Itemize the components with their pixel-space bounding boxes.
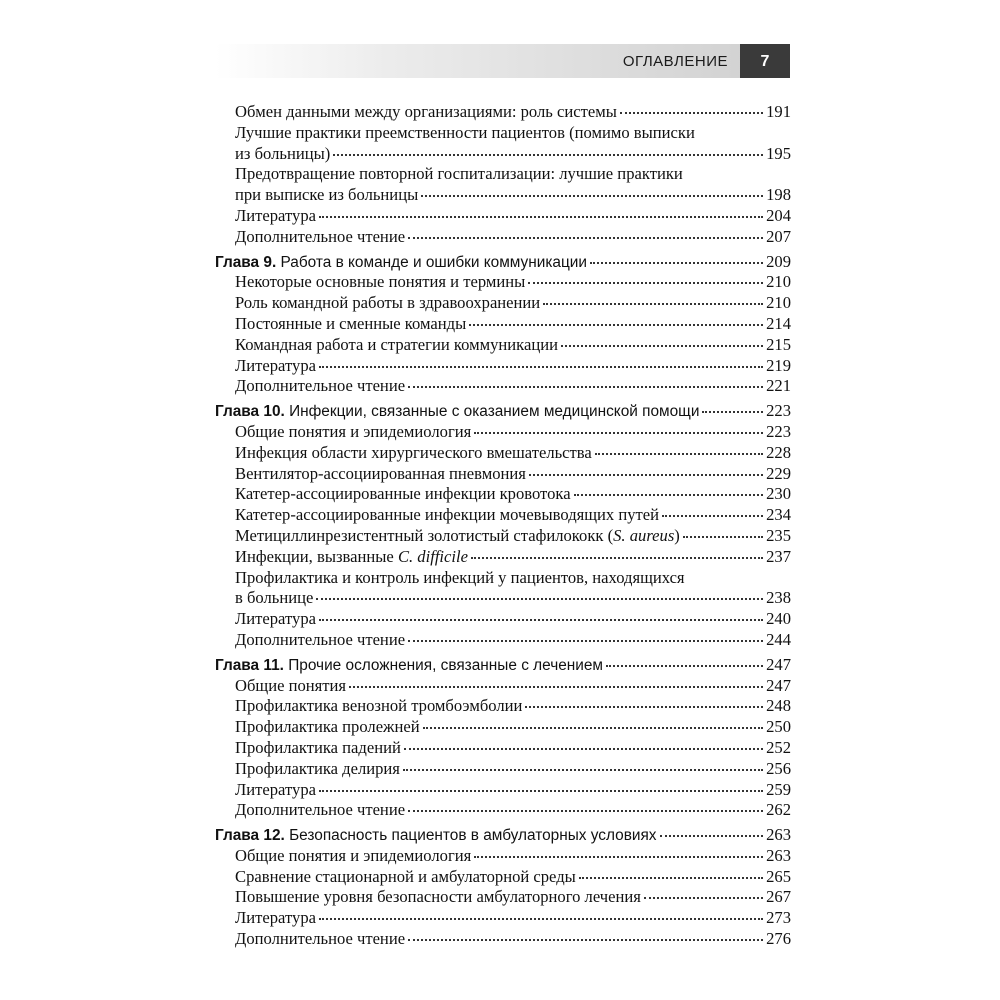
toc-entry-page: 263 <box>766 845 791 865</box>
toc-entry-title: Предотвращение повторной госпитализации: лучшие практики <box>235 164 683 184</box>
dot-leader <box>561 344 763 347</box>
toc-entry[interactable] <box>215 102 791 123</box>
toc-entry-title: Профилактика падений <box>235 737 401 757</box>
toc-entry[interactable] <box>215 314 791 335</box>
chapter-page: 223 <box>766 401 791 421</box>
toc-entry-page: 210 <box>766 293 791 313</box>
toc-entry[interactable] <box>215 206 791 227</box>
toc-entry-page: 247 <box>766 675 791 695</box>
dot-leader <box>316 597 763 600</box>
dot-leader <box>525 705 763 708</box>
toc-entry[interactable] <box>215 335 791 356</box>
dot-leader <box>408 639 763 642</box>
header-title: ОГЛАВЛЕНИЕ <box>622 53 728 70</box>
toc-entry[interactable] <box>215 588 791 609</box>
dot-leader <box>408 809 763 812</box>
chapter-label: Глава 10. <box>215 403 285 421</box>
toc-entry-page: 223 <box>766 421 791 441</box>
toc-entry[interactable] <box>215 676 791 697</box>
toc-entry-title: Вентилятор-ассоциированная пневмония <box>235 463 526 483</box>
chapter-page: 263 <box>766 825 791 845</box>
toc-entry-page: 214 <box>766 313 791 333</box>
toc-entry-title: Общие понятия и эпидемиология <box>235 845 472 865</box>
dot-leader <box>579 876 763 879</box>
toc-entry-title-cont: при выписке из больницы <box>235 185 419 205</box>
toc-entry-title: Командная работа и стратегии коммуникации <box>235 334 558 354</box>
toc-entry-page: 240 <box>766 609 791 629</box>
dot-leader <box>660 834 764 837</box>
toc-entry[interactable] <box>215 422 791 443</box>
toc-entry[interactable] <box>215 144 791 165</box>
toc-entry[interactable] <box>215 185 791 206</box>
toc-entry-page: 252 <box>766 737 791 757</box>
toc-entry-title: Сравнение стационарной и амбулаторной среды <box>235 866 576 886</box>
toc-entry-title: Катетер-ассоциированные инфекции мочевыводящих путей <box>235 505 660 525</box>
toc-chapter-12[interactable] <box>215 825 791 846</box>
toc-entry-title: Профилактика пролежней <box>235 717 420 737</box>
dot-leader <box>683 535 763 538</box>
chapter-title: Инфекции, связанные с оказанием медицинской помощи <box>289 403 700 421</box>
chapter-page: 209 <box>766 251 791 271</box>
toc-entry-page: 273 <box>766 908 791 928</box>
toc-entry-page: 219 <box>766 355 791 375</box>
toc-chapter-10[interactable] <box>215 401 791 422</box>
dot-leader <box>423 726 763 729</box>
toc-entry-title: Профилактика делирия <box>235 758 400 778</box>
toc-entry[interactable] <box>215 272 791 293</box>
toc-entry-title: Повышение уровня безопасности амбулаторного лечения <box>235 887 641 907</box>
page-header <box>215 44 790 78</box>
toc-entry[interactable] <box>215 443 791 464</box>
toc-entry-page: 238 <box>766 588 791 608</box>
toc-entry-title-cont: из больницы) <box>235 143 331 163</box>
toc-entry-title: Общие понятия <box>235 675 347 695</box>
toc-entry-page: 259 <box>766 779 791 799</box>
toc-entry-page: 204 <box>766 205 791 225</box>
toc-entry-page: 221 <box>766 376 791 396</box>
dot-leader <box>620 111 763 114</box>
toc-entry-page: 265 <box>766 866 791 886</box>
title-italic-text: C. difficile <box>397 546 468 566</box>
dot-leader <box>644 896 763 899</box>
dot-leader <box>590 261 763 264</box>
toc-entry[interactable] <box>215 356 791 377</box>
toc-entry[interactable] <box>215 908 791 929</box>
toc-entry-page: 256 <box>766 758 791 778</box>
toc-entry-page: 207 <box>766 226 791 246</box>
toc-entry-title: Профилактика венозной тромбоэмболии <box>235 696 523 716</box>
chapter-label: Глава 9. <box>215 253 277 271</box>
dot-leader <box>595 452 763 455</box>
toc-entry-page: 248 <box>766 696 791 716</box>
toc-entry-title <box>235 547 468 568</box>
dot-leader <box>474 855 763 858</box>
dot-leader <box>319 917 763 920</box>
toc-entry-page: 276 <box>766 929 791 949</box>
toc-entry-page: 198 <box>766 185 791 205</box>
toc-entry[interactable] <box>215 780 791 801</box>
toc-chapter-9[interactable] <box>215 252 791 273</box>
toc-entry-line1[interactable] <box>215 568 791 589</box>
toc-entry-title: Дополнительное чтение <box>235 929 406 949</box>
toc-entry-page: 230 <box>766 484 791 504</box>
toc-entry-page: 210 <box>766 272 791 292</box>
toc-entry[interactable] <box>215 293 791 314</box>
toc-entry-title-cont: в больнице <box>235 588 314 608</box>
dot-leader <box>319 789 763 792</box>
toc-entry[interactable] <box>215 547 791 568</box>
toc-entry-title: Обмен данными между организациями: роль системы <box>235 102 617 121</box>
toc-entry-title: Дополнительное чтение <box>235 226 406 246</box>
toc-entry-title: Постоянные и сменные команды <box>235 313 467 333</box>
dot-leader <box>471 556 763 559</box>
toc-entry[interactable] <box>215 630 791 651</box>
toc-entry-page: 244 <box>766 629 791 649</box>
dot-leader <box>662 514 763 517</box>
toc-entry-page: 195 <box>766 143 791 163</box>
toc-entry[interactable] <box>215 609 791 630</box>
dot-leader <box>574 493 764 496</box>
chapter-page: 247 <box>766 654 791 674</box>
toc-entry[interactable] <box>215 227 791 248</box>
toc-entry-title: Инфекция области хирургического вмешательства <box>235 442 592 462</box>
title-text: Метициллинрезистентный золотистый стафилококк ( <box>235 525 614 545</box>
title-italic-text: S. aureus <box>613 525 675 545</box>
toc-entry[interactable] <box>215 867 791 888</box>
dot-leader <box>408 385 763 388</box>
chapter-title: Работа в команде и ошибки коммуникации <box>280 253 587 271</box>
toc-entry-title: Общие понятия и эпидемиология <box>235 421 472 441</box>
dot-leader <box>319 365 763 368</box>
chapter-label: Глава 11. <box>215 656 284 674</box>
toc-entry-title: Профилактика и контроль инфекций у пациентов, находящихся <box>235 567 685 587</box>
toc-entry-title: Литература <box>235 355 316 375</box>
toc-entry[interactable] <box>215 505 791 526</box>
toc-entry-page: 234 <box>766 505 791 525</box>
dot-leader <box>333 153 763 156</box>
dot-leader <box>349 685 763 688</box>
toc-entry[interactable] <box>215 376 791 397</box>
header-page-number: 7 <box>740 44 790 78</box>
toc-entry-page: 229 <box>766 463 791 483</box>
toc-entry-page: 215 <box>766 334 791 354</box>
toc-entry-page: 267 <box>766 887 791 907</box>
dot-leader <box>319 618 763 621</box>
chapter-title: Безопасность пациентов в амбулаторных условиях <box>289 827 657 845</box>
dot-leader <box>543 302 763 305</box>
toc-entry[interactable] <box>215 846 791 867</box>
toc-entry-page: 235 <box>766 525 791 545</box>
dot-leader <box>408 236 763 239</box>
toc-entry[interactable] <box>215 738 791 759</box>
chapter-label: Глава 12. <box>215 827 285 845</box>
toc-entry-title: Лучшие практики преемственности пациентов (помимо выписки <box>235 122 695 142</box>
toc-entry-page: 191 <box>766 102 791 121</box>
toc-entry[interactable] <box>215 929 791 950</box>
toc-entry-title: Дополнительное чтение <box>235 800 406 820</box>
dot-leader <box>403 768 763 771</box>
toc-entry-title: Дополнительное чтение <box>235 629 406 649</box>
toc-entry-line1[interactable] <box>215 123 791 144</box>
chapter-title: Прочие осложнения, связанные с лечением <box>288 656 604 674</box>
toc-entry[interactable] <box>215 526 791 547</box>
toc-entry-page: 228 <box>766 442 791 462</box>
toc-entry-title: Литература <box>235 908 316 928</box>
toc-entry[interactable] <box>215 464 791 485</box>
toc-entry[interactable] <box>215 696 791 717</box>
toc-entry-title: Литература <box>235 205 316 225</box>
dot-leader <box>408 938 763 941</box>
toc-entry[interactable] <box>215 484 791 505</box>
dot-leader <box>606 664 763 667</box>
toc-entry-title <box>235 526 680 547</box>
table-of-contents <box>215 102 791 950</box>
toc-entry-page: 262 <box>766 800 791 820</box>
toc-chapter-11[interactable] <box>215 655 791 676</box>
toc-entry[interactable] <box>215 717 791 738</box>
dot-leader <box>474 431 763 434</box>
toc-entry-title: Дополнительное чтение <box>235 376 406 396</box>
toc-entry-title: Литература <box>235 779 316 799</box>
dot-leader <box>404 747 763 750</box>
toc-entry-title: Роль командной работы в здравоохранении <box>235 293 541 313</box>
dot-leader <box>529 473 763 476</box>
toc-entry[interactable] <box>215 887 791 908</box>
toc-entry-page: 250 <box>766 717 791 737</box>
dot-leader <box>528 281 763 284</box>
dot-leader <box>421 194 763 197</box>
toc-entry-line1[interactable] <box>215 164 791 185</box>
toc-entry[interactable] <box>215 759 791 780</box>
dot-leader <box>319 215 763 218</box>
toc-entry-title: Некоторые основные понятия и термины <box>235 272 526 292</box>
toc-entry-page: 237 <box>766 546 791 566</box>
toc-entry-title: Литература <box>235 609 316 629</box>
dot-leader <box>702 410 763 413</box>
title-text: ) <box>674 525 680 545</box>
toc-entry[interactable] <box>215 800 791 821</box>
dot-leader <box>469 323 763 326</box>
title-text: Инфекции, вызванные <box>235 546 398 566</box>
toc-entry-title: Катетер-ассоциированные инфекции кровотока <box>235 484 571 504</box>
